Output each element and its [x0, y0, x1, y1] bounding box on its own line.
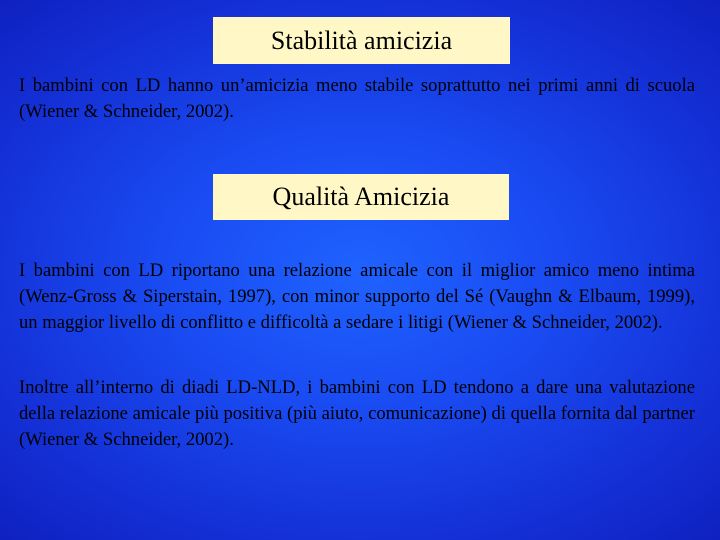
section-title-text: Qualità Amicizia [272, 182, 450, 211]
stability-paragraph: I bambini con LD hanno un’amicizia meno stabile soprattutto nei primi anni di scuola (Wiener & Schneider, 2002). [19, 75, 695, 122]
section-title-quality [213, 174, 509, 220]
quality-paragraph-dyads: Inoltre all’interno di diadi LD-NLD, i bambini con LD tendono a dare una valutazione della relazione amicale più positiva (più aiuto, comunicazione) di quella fornita dal partner (Wiener & Schneider, 2002). [19, 377, 695, 450]
section-title-stability [213, 17, 510, 64]
section-title-text: Stabilità amicizia [270, 25, 453, 55]
quality-paragraph: I bambini con LD riportano una relazione amicale con il miglior amico meno intima (Wenz-Gross & Siperstain, 1997), con minor supporto del Sé (Vaughn & Elbaum, 1999), un maggior livello di conflitto e difficoltà a sedare i litigi (Wiener & Schneider, 2002). [19, 260, 695, 333]
